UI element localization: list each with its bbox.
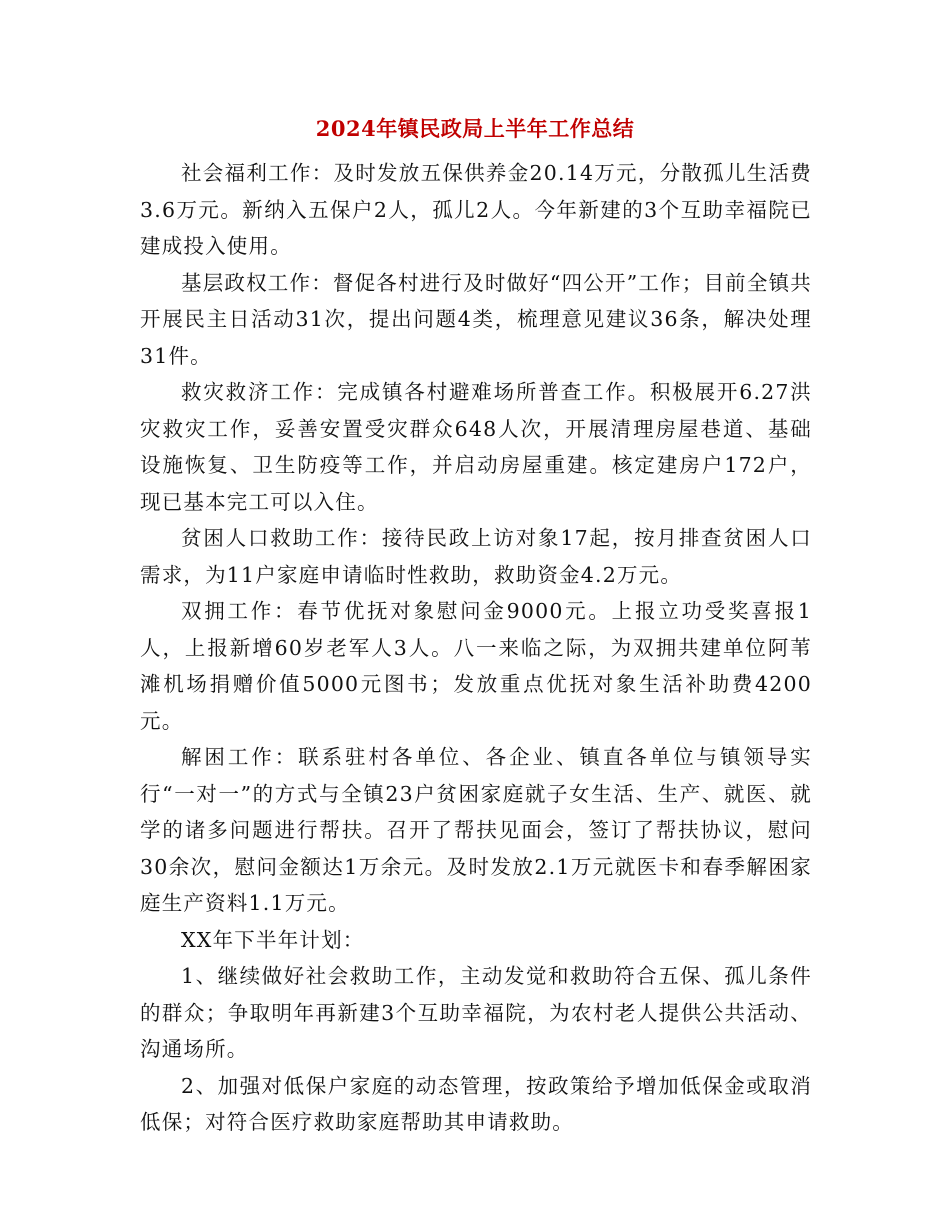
paragraph-hardship-assistance: 解困工作：联系驻村各单位、各企业、镇直各单位与镇领导实行“一对一”的方式与全镇23户贫困家庭就子女生活、生产、就医、就学的诸多问题进行帮扶。召开了帮扶见面会，签订了帮扶协议，慰问30余次，慰问金额达1万余元。及时发放2.1万元就医卡和春季解困家庭生产资料1.1万元。: [140, 745, 812, 915]
document-body: [140, 155, 812, 1141]
paragraph-military-support: 双拥工作：春节优抚对象慰问金9000元。上报立功受奖喜报1人，上报新增60岁老军人3人。八一来临之际，为双拥共建单位阿苇滩机场捐赠价值5000元图书；发放重点优抚对象生活补助费4200元。: [140, 599, 812, 733]
paragraph-disaster-relief: 救灾救济工作：完成镇各村避难场所普查工作。积极展开6.27洪灾救灾工作，妥善安置受灾群众648人次，开展清理房屋巷道、基础设施恢复、卫生防疫等工作，并启动房屋重建。核定建房户172户，现已基本完工可以入住。: [140, 380, 812, 514]
paragraph-plan-item-2: 2、加强对低保户家庭的动态管理，按政策给予增加低保金或取消低保；对符合医疗救助家庭帮助其申请救助。: [140, 1073, 812, 1134]
document-title: 2024年镇民政局上半年工作总结: [315, 116, 635, 141]
paragraph-second-half-plan-heading: XX年下半年计划：: [181, 927, 365, 952]
paragraph-grassroots-governance: 基层政权工作：督促各村进行及时做好“四公开”工作；目前全镇共开展民主日活动31次，提出问题4类，梳理意见建议36条，解决处理31件。: [140, 270, 812, 368]
paragraph-plan-item-1: 1、继续做好社会救助工作，主动发觉和救助符合五保、孤儿条件的群众；争取明年再新建3个互助幸福院，为农村老人提供公共活动、沟通场所。: [140, 964, 812, 1061]
paragraph-social-welfare: 社会福利工作：及时发放五保供养金20.14万元，分散孤儿生活费3.6万元。新纳入五保户2人，孤儿2人。今年新建的3个互助幸福院已建成投入使用。: [140, 161, 812, 258]
paragraph-poverty-relief: 贫困人口救助工作：接待民政上访对象17起，按月排查贫困人口需求，为11户家庭申请临时性救助，救助资金4.2万元。: [140, 526, 812, 587]
